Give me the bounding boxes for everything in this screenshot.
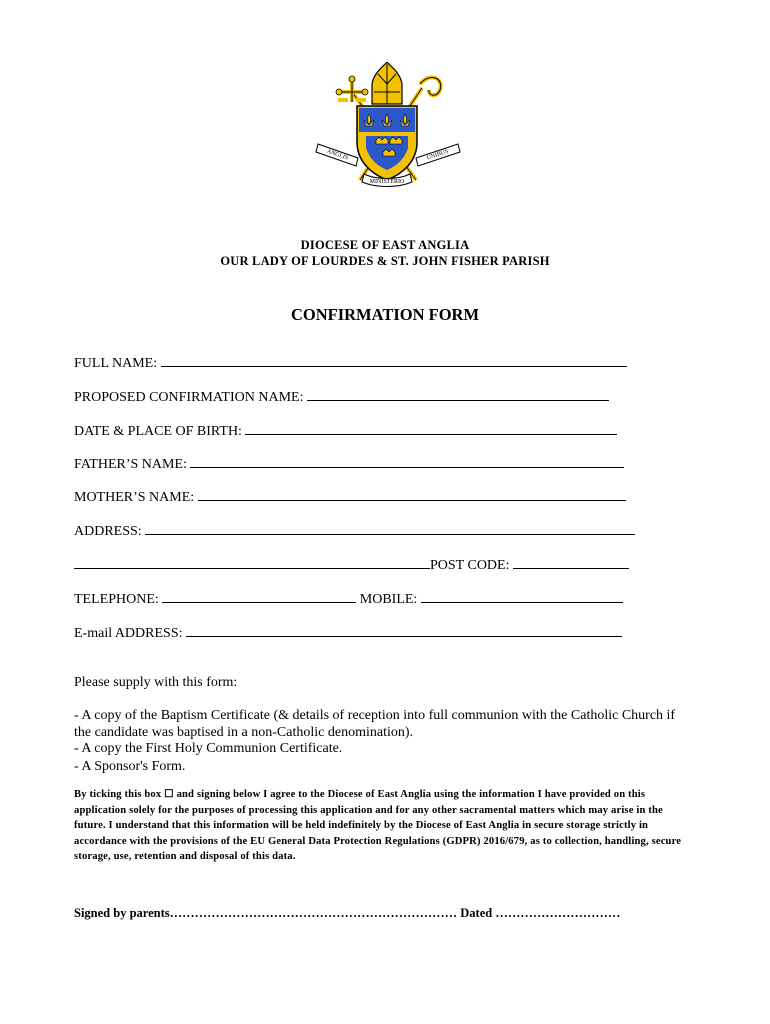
supply-item-baptism: - A copy of the Baptism Certificate (& details of reception into full communion with the Catholic Church if the candidate was baptised in a non-Catholic denomination). (74, 708, 676, 740)
date-place-birth-label: DATE & PLACE OF BIRTH: (74, 424, 242, 439)
parish-heading: OUR LADY OF LOURDES & ST. JOHN FISHER PARISH (220, 254, 550, 268)
email-line[interactable] (186, 624, 622, 637)
date-place-birth-field[interactable] (74, 422, 617, 440)
address-field[interactable] (74, 522, 635, 540)
motto-right-text: UNIBUS (426, 148, 450, 162)
post-code-line[interactable] (513, 556, 629, 569)
signed-by-parents-label: Signed by parents (74, 906, 170, 920)
gdpr-consent-text: By ticking this box ☐ and signing below I agree to the Diocese of East Anglia using the information I have provided on this application solely for the purposes of processing this application and for any other sacramental matters which may arise in the future. I understand that this information will be held indefinitely by the Diocese of East Anglia in secure storage strictly in accordance with the provisions of the EU General Data Protection Regulations (GDPR) 2016/679, as to collection, handling, secure storage, use, retention and disposal of this data. (74, 789, 682, 862)
full-name-field[interactable] (74, 354, 627, 372)
diocese-heading: DIOCESE OF EAST ANGLIA (300, 238, 470, 252)
email-label: E-mail ADDRESS: (74, 626, 183, 641)
telephone-line[interactable] (162, 590, 356, 603)
form-title: CONFIRMATION FORM (290, 305, 480, 324)
supply-intro: Please supply with this form: (74, 675, 238, 690)
mothers-name-label: MOTHER’S NAME: (74, 490, 195, 505)
supply-item-sponsor: - A Sponsor's Form. (74, 759, 186, 774)
email-field[interactable] (74, 624, 622, 642)
address-line-2[interactable] (74, 556, 430, 569)
telephone-label: TELEPHONE: (74, 592, 159, 607)
mothers-name-field[interactable] (74, 488, 626, 506)
motto-bottom-text: MINISTERIO (369, 179, 405, 185)
address-line-1[interactable] (145, 522, 635, 535)
supply-item-communion: - A copy the First Holy Communion Certificate. (74, 741, 343, 756)
address-postcode-field[interactable] (74, 556, 629, 574)
confirmation-name-label: PROPOSED CONFIRMATION NAME: (74, 390, 304, 405)
signed-by-parents-line[interactable]: …………………………………………………………… (169, 906, 458, 920)
fathers-name-line[interactable] (190, 455, 624, 468)
confirmation-name-field[interactable] (74, 388, 609, 406)
dated-line[interactable]: ………………………… (495, 906, 621, 920)
telephone-mobile-field[interactable] (74, 590, 623, 608)
full-name-line[interactable] (161, 354, 627, 367)
signature-row (74, 906, 620, 921)
address-label: ADDRESS: (74, 524, 142, 539)
post-code-label: POST CODE: (430, 558, 510, 573)
mothers-name-line[interactable] (198, 488, 626, 501)
mobile-label: MOBILE: (359, 592, 418, 607)
date-place-birth-line[interactable] (245, 422, 617, 435)
fathers-name-field[interactable] (74, 455, 624, 473)
fathers-name-label: FATHER’S NAME: (74, 457, 187, 472)
motto-left-text: ANGLIS (325, 148, 349, 162)
mitre-icon (372, 62, 402, 104)
confirmation-name-line[interactable] (307, 388, 609, 401)
diocese-crest-logo (312, 62, 462, 190)
full-name-label: FULL NAME: (74, 356, 158, 371)
dated-label: Dated (460, 906, 493, 920)
mobile-line[interactable] (421, 590, 623, 603)
